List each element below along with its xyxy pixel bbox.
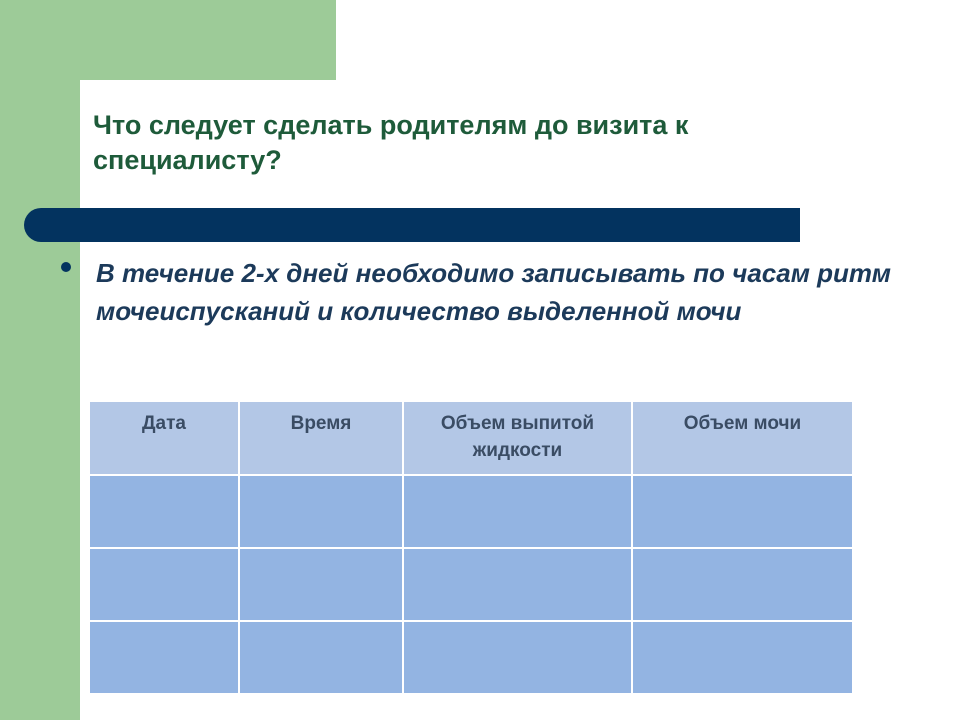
table-row (89, 548, 853, 621)
table-cell (89, 475, 239, 548)
slide-title: Что следует сделать родителям до визита к специалисту? (93, 110, 689, 175)
table-cell (403, 475, 632, 548)
header-date: Дата (89, 401, 239, 475)
table-cell (239, 548, 403, 621)
header-time: Время (239, 401, 403, 475)
title-divider-bar (24, 208, 800, 242)
table-cell (239, 621, 403, 694)
header-fluid-intake: Объем выпитой жидкости (403, 401, 632, 475)
table-cell (89, 621, 239, 694)
table-cell (632, 621, 853, 694)
bullet-icon (61, 262, 71, 272)
green-accent-bar (0, 0, 80, 720)
table-cell (403, 621, 632, 694)
table-cell (239, 475, 403, 548)
table-row (89, 475, 853, 548)
table-row (89, 621, 853, 694)
table-cell (403, 548, 632, 621)
urination-diary-table (88, 400, 854, 695)
header-urine-volume: Объем мочи (632, 401, 853, 475)
bullet-text: В течение 2-х дней необходимо записывать по часам ритм мочеиспусканий и количество выделенной мочи (96, 258, 891, 326)
table-cell (632, 475, 853, 548)
table-cell (89, 548, 239, 621)
green-accent-block (80, 0, 336, 80)
table-header-row (89, 401, 853, 475)
table-cell (632, 548, 853, 621)
